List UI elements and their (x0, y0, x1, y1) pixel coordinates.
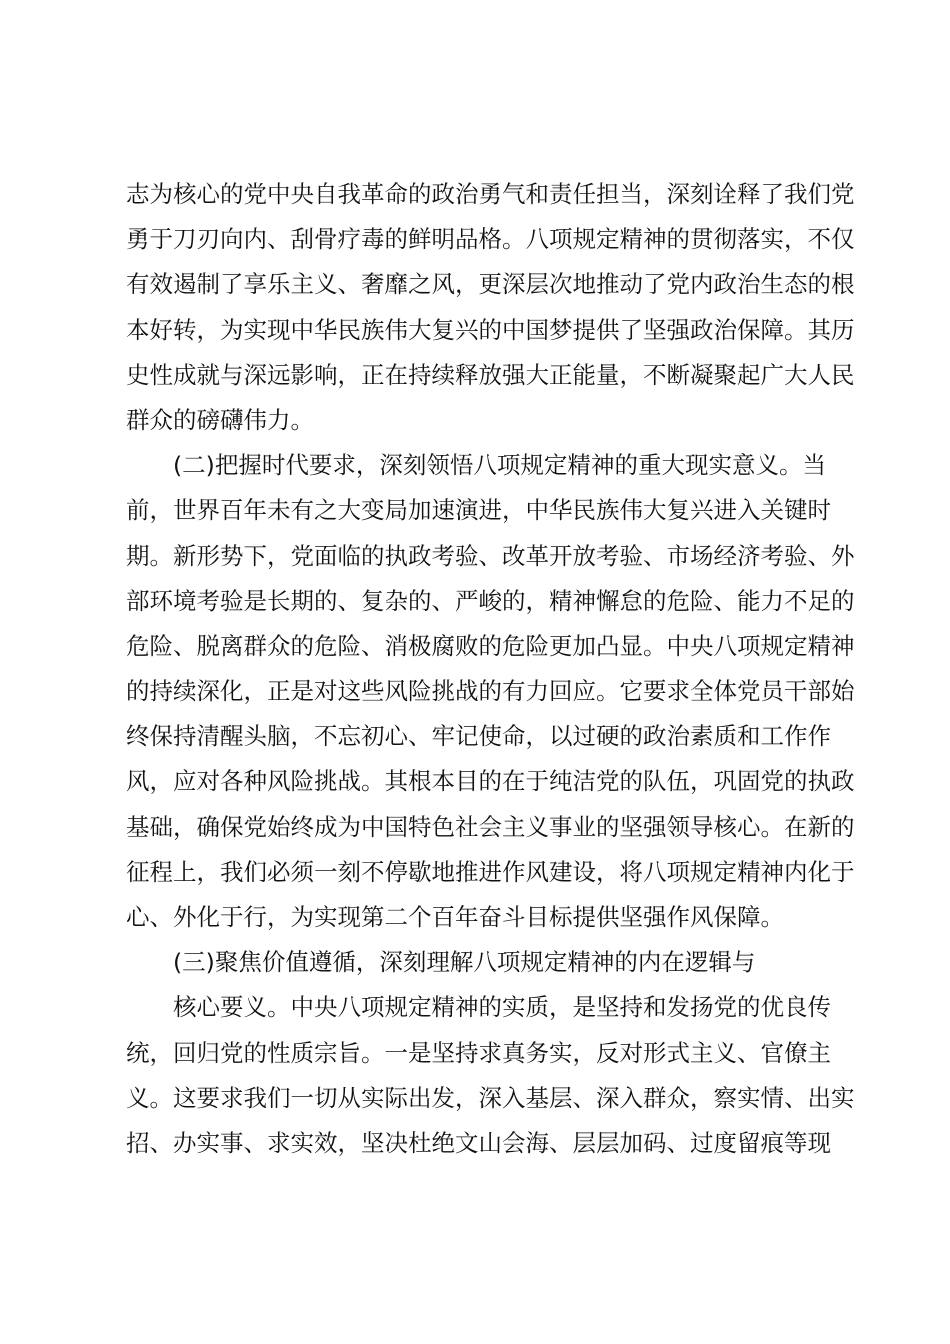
text-line: 统，回归党的性质宗旨。一是坚持求真务实，反对形式主义、官僚主 (126, 1038, 831, 1067)
text-line: 史性成就与深远影响，正在持续释放强大正能量，不断凝聚起广大人民 (126, 360, 855, 389)
text-line: (三)聚焦价值遵循，深刻理解八项规定精神的内在逻辑与 (173, 948, 756, 977)
text-line: 义。这要求我们一切从实际出发，深入基层、深入群众，察实情、出实 (126, 1083, 855, 1112)
text-line: 前，世界百年未有之大变局加速演进，中华民族伟大复兴进入关键时 (126, 496, 831, 525)
text-line: 心、外化于行，为实现第二个百年奋斗目标提供坚强作风保障。 (126, 903, 784, 931)
text-line: (二)把握时代要求，深刻领悟八项规定精神的重大现实意义。当 (173, 451, 826, 480)
text-line: 危险、脱离群众的危险、消极腐败的危险更加凸显。中央八项规定精神 (126, 631, 855, 660)
text-line: 招、办实事、求实效，坚决杜绝文山会海、层层加码、过度留痕等现 (126, 1128, 831, 1157)
text-line: 风，应对各种风险挑战。其根本目的在于纯洁党的队伍，巩固党的执政 (126, 767, 855, 796)
text-line: 群众的磅礴伟力。 (126, 405, 314, 434)
text-line: 核心要义。中央八项规定精神的实质，是坚持和发扬党的优良传 (173, 993, 831, 1022)
text-line: 部环境考验是长期的、复杂的、严峻的，精神懈怠的危险、能力不足的 (126, 586, 855, 615)
text-line: 征程上，我们必须一刻不停歇地推进作风建设，将八项规定精神内化于 (126, 857, 855, 886)
text-line: 的持续深化，正是对这些风险挑战的有力回应。它要求全体党员干部始 (126, 677, 855, 706)
text-line: 期。新形势下，党面临的执政考验、改革开放考验、市场经济考验、外 (126, 541, 855, 570)
text-line: 终保持清醒头脑，不忘初心、牢记使命，以过硬的政治素质和工作作 (126, 722, 831, 751)
text-line: 有效遏制了享乐主义、奢靡之风，更深层次地推动了党内政治生态的根 (126, 270, 855, 299)
text-line: 基础，确保党始终成为中国特色社会主义事业的坚强领导核心。在新的 (126, 812, 855, 841)
text-line: 勇于刀刃向内、刮骨疗毒的鲜明品格。八项规定精神的贯彻落实，不仅 (126, 225, 855, 254)
text-line: 志为核心的党中央自我革命的政治勇气和责任担当，深刻诠释了我们党 (126, 180, 855, 208)
text-line: 本好转，为实现中华民族伟大复兴的中国梦提供了坚强政治保障。其历 (126, 315, 855, 344)
body-text (126, 172, 855, 1166)
